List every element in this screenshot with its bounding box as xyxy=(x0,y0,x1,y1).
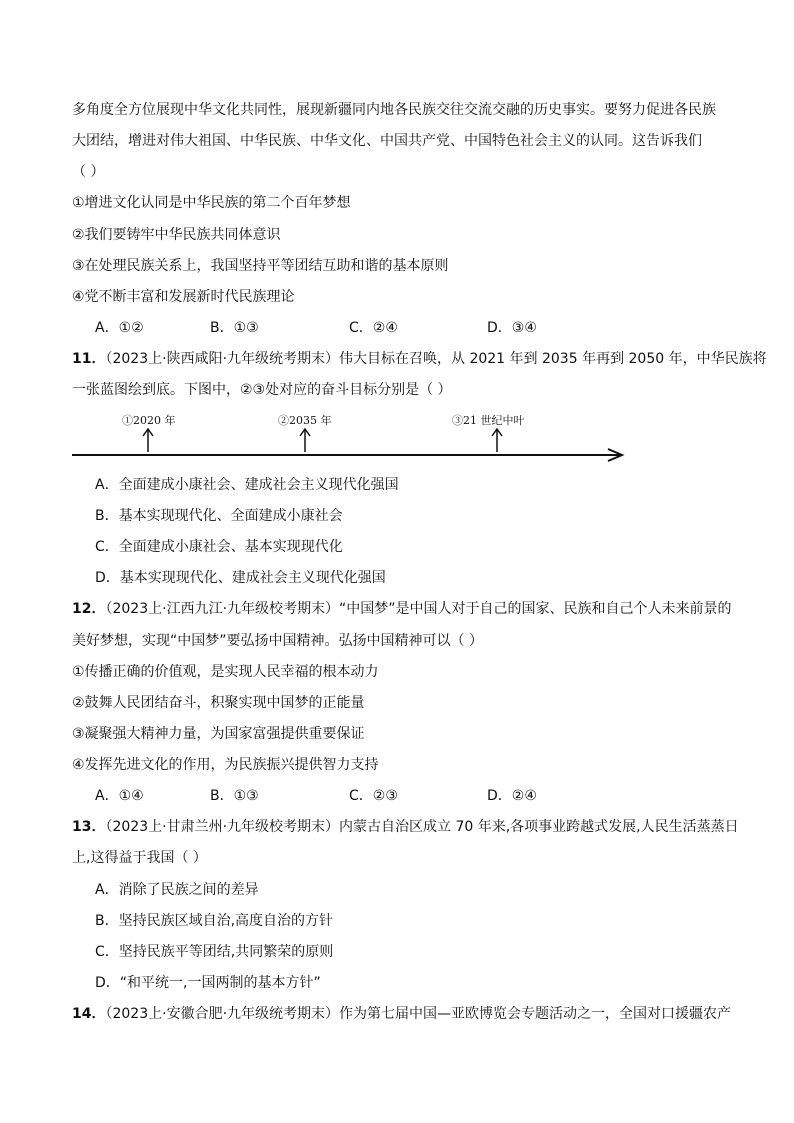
q12-options xyxy=(95,786,695,806)
q10-statement-3: ③在处理民族关系上，我国坚持平等团结互助和谐的基本原则 xyxy=(72,258,449,274)
q13-option-c[interactable]: C．坚持民族平等团结,共同繁荣的原则 xyxy=(95,944,334,960)
q10-option-d[interactable]: D．③④ xyxy=(487,320,537,336)
q11-option-c[interactable]: C．全面建成小康社会、基本实现现代化 xyxy=(95,539,343,555)
timeline-marker-1 xyxy=(143,429,153,452)
q12-option-d[interactable]: D．②④ xyxy=(487,788,537,804)
q10-statement-2: ②我们要铸牢中华民族共同体意识 xyxy=(72,227,281,243)
q12-stem-text: （2023上·江西九江·九年级校考期末）“中国梦”是中国人对于自己的国家、民族和自己个人未来前景的 xyxy=(105,601,732,617)
q10-option-b[interactable]: B．①③ xyxy=(210,320,259,336)
q13-option-b[interactable]: B．坚持民族区域自治,高度自治的方针 xyxy=(95,913,334,929)
q11-number: 11． xyxy=(72,351,106,367)
q10-statement-4: ④党不断丰富和发展新时代民族理论 xyxy=(72,289,295,305)
q12-option-c[interactable]: C．②③ xyxy=(349,788,398,804)
q10-answer-blank: （ ） xyxy=(72,164,105,180)
q11-option-a[interactable]: A．全面建成小康社会、建成社会主义现代化强国 xyxy=(95,477,399,493)
q12-stem-line1 xyxy=(72,599,732,619)
q10-options xyxy=(95,318,695,338)
q12-number: 12． xyxy=(72,601,106,617)
timeline-label-2: ②2035 年 xyxy=(278,414,332,427)
timeline-marker-2 xyxy=(300,429,310,452)
timeline-marker-3 xyxy=(492,429,502,452)
q12-statement-1: ①传播正确的价值观，是实现人民幸福的根本动力 xyxy=(72,664,379,680)
q10-stem-line2: 大团结，增进对伟大祖国、中华民族、中华文化、中国共产党、中国特色社会主义的认同。这告诉我们 xyxy=(72,133,702,149)
timeline-drawing xyxy=(72,408,632,468)
q11-stem-line1 xyxy=(72,349,767,369)
timeline-label-1: ①2020 年 xyxy=(122,414,176,427)
q12-statement-4: ④发挥先进文化的作用，为民族振兴提供智力支持 xyxy=(72,757,379,773)
q12-stem-line2: 美好梦想，实现“中国梦”要弘扬中国精神。弘扬中国精神可以（ ） xyxy=(72,633,483,649)
q14-stem-line1 xyxy=(72,1004,731,1024)
q10-statement-1: ①增进文化认同是中华民族的第二个百年梦想 xyxy=(72,195,351,211)
q13-stem-text: （2023上·甘肃兰州·九年级校考期末）内蒙古自治区成立 70 年来,各项事业跨越式发展,人民生活蒸蒸日 xyxy=(105,819,739,835)
timeline-figure xyxy=(72,408,632,468)
q11-option-d[interactable]: D．基本实现现代化、建成社会主义现代化强国 xyxy=(95,570,386,586)
q11-stem-line2: 一张蓝图绘到底。下图中，②③处对应的奋斗目标分别是（ ） xyxy=(72,382,452,398)
q10-option-c[interactable]: C．②④ xyxy=(349,320,398,336)
q14-stem-text: （2023上·安徽合肥·九年级统考期末）作为第七届中国—亚欧博览会专题活动之一，全国对口援疆农产 xyxy=(105,1006,732,1022)
q11-stem-text: （2023上·陕西咸阳·九年级统考期末）伟大目标在召唤，从 2021 年到 2035 年再到 2050 年，中华民族将 xyxy=(105,351,767,367)
q10-option-a[interactable]: A．①② xyxy=(95,320,144,336)
q13-option-d[interactable]: D．“和平统一,一国两制的基本方针” xyxy=(95,975,321,991)
q12-option-b[interactable]: B．①③ xyxy=(210,788,259,804)
timeline-label-3: ③21 世纪中叶 xyxy=(452,414,525,427)
q12-statement-3: ③凝聚强大精神力量，为国家富强提供重要保证 xyxy=(72,726,365,742)
q13-stem-line2: 上,这得益于我国（ ） xyxy=(72,850,207,866)
q10-stem-line1: 多角度全方位展现中华文化共同性，展现新疆同内地各民族交往交流交融的历史事实。要努力促进各民族 xyxy=(72,102,716,118)
q13-number: 13． xyxy=(72,819,106,835)
q12-option-a[interactable]: A．①④ xyxy=(95,788,144,804)
q13-option-a[interactable]: A．消除了民族之间的差异 xyxy=(95,882,259,898)
timeline-axis-arrow xyxy=(72,449,622,461)
q11-option-b[interactable]: B．基本实现现代化、全面建成小康社会 xyxy=(95,508,343,524)
q14-number: 14． xyxy=(72,1006,106,1022)
q13-stem-line1 xyxy=(72,817,739,837)
q12-statement-2: ②鼓舞人民团结奋斗，积聚实现中国梦的正能量 xyxy=(72,695,365,711)
